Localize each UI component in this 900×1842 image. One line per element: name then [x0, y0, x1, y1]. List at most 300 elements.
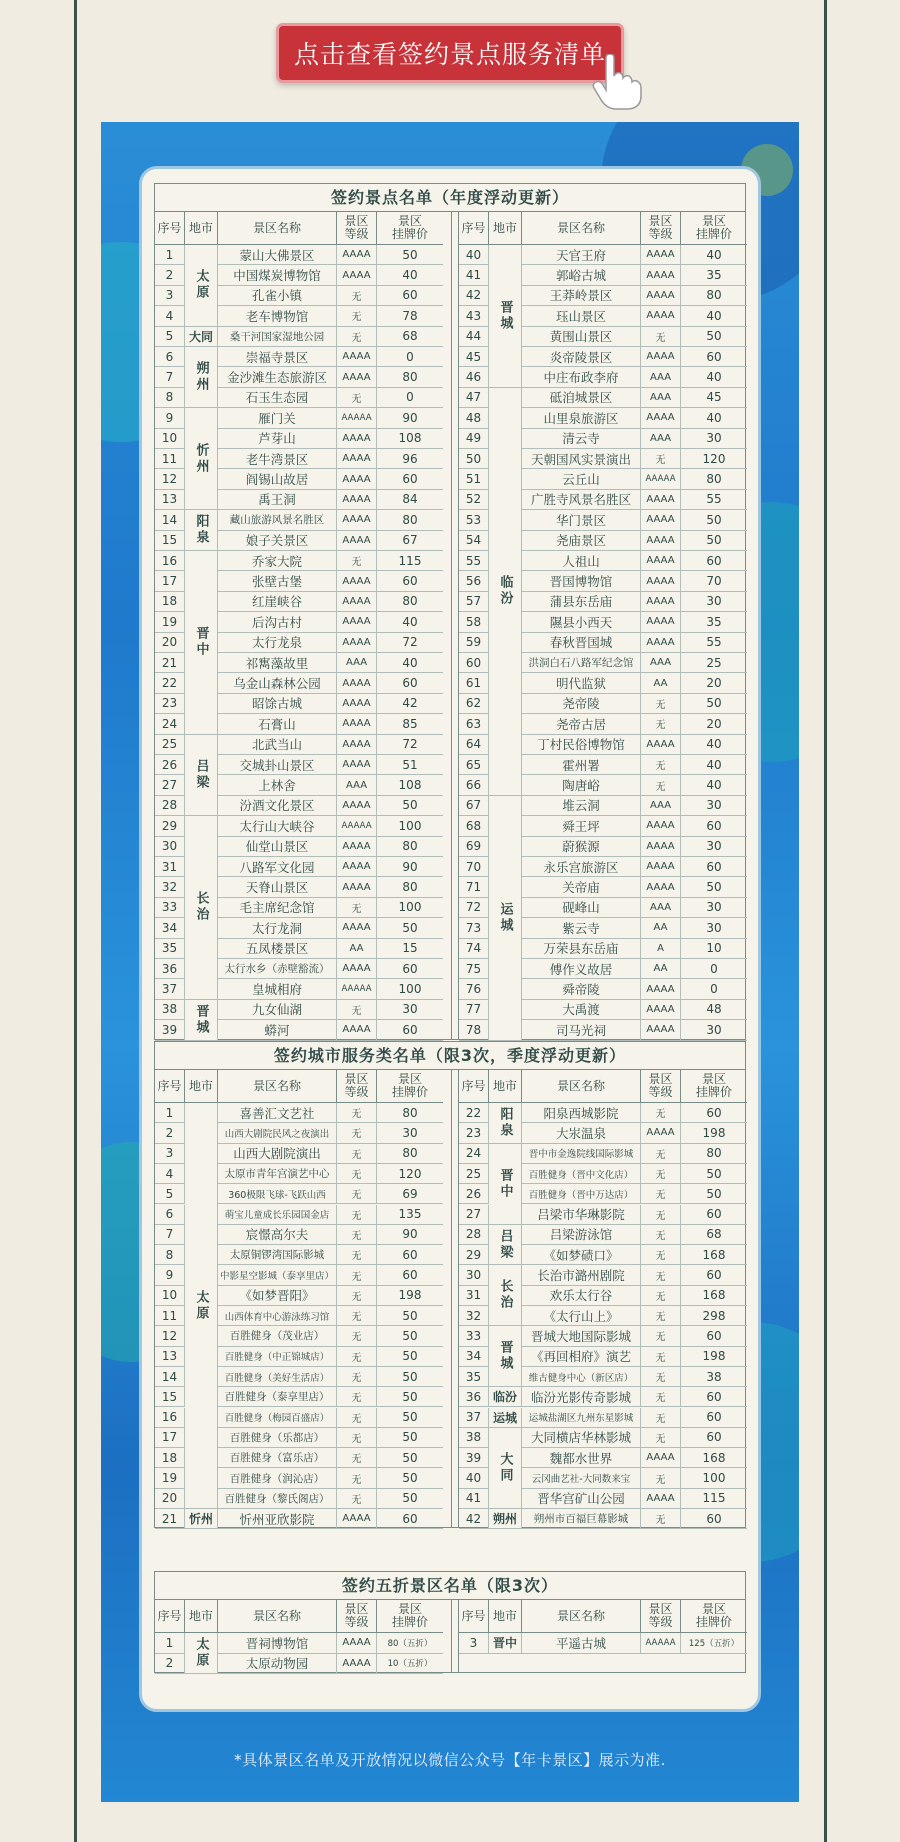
scenic-grade: 无: [337, 1448, 377, 1467]
table-rows: [459, 1633, 747, 1674]
list-price: 30: [706, 431, 722, 446]
scenic-name: 山西大剧院演出: [218, 1144, 337, 1163]
city-cell: 临汾: [489, 388, 522, 796]
scenic-grade: AAAA: [641, 1000, 681, 1019]
row-number: 18: [155, 1448, 185, 1467]
list-price: 40: [402, 614, 418, 629]
scenic-name: 砚峰山: [522, 898, 641, 917]
list-price: 68: [706, 1227, 722, 1242]
list-price: 50: [402, 1369, 418, 1384]
scenic-name: 人祖山: [522, 551, 641, 570]
list-price: 198: [702, 1349, 726, 1364]
city-cell: 阳泉: [489, 1103, 522, 1144]
list-price: 50: [706, 329, 722, 344]
table-half-left: [155, 1600, 443, 1674]
scenic-grade: 无: [641, 1286, 681, 1305]
list-price: 50: [402, 798, 418, 813]
scenic-name: 祁寯藻故里: [218, 653, 337, 672]
scenic-name: 蒙山大佛景区: [218, 245, 337, 264]
scenic-name: 山西大剧院民风之夜演出: [218, 1123, 337, 1142]
column-header: 景区 等级: [337, 1600, 377, 1632]
row-number: 28: [155, 796, 185, 815]
column-header: 景区 挂牌价: [695, 1602, 732, 1629]
scenic-grade: 无: [337, 1347, 377, 1366]
scenic-grade: AAAA: [337, 694, 377, 713]
row-number: 17: [155, 1428, 185, 1447]
row-number: 28: [459, 1225, 489, 1244]
list-price: 20: [706, 716, 722, 731]
list-price: 120: [702, 451, 726, 466]
scenic-grade: AAAA: [337, 531, 377, 550]
scenic-grade: 无: [337, 1103, 377, 1122]
column-header: 序号: [155, 212, 185, 244]
scenic-name: 黄围山景区: [522, 327, 641, 346]
scenic-grade: 无: [641, 327, 681, 346]
scenic-grade: AAA: [641, 653, 681, 672]
section-divider: [451, 212, 452, 1039]
column-header: 地市: [489, 212, 522, 244]
scenic-grade: AAAA: [337, 796, 377, 815]
scenic-name: 隰县小西天: [522, 612, 641, 631]
city-cell: 大同: [185, 327, 218, 347]
row-number: 59: [459, 633, 489, 652]
row-number: 38: [459, 1428, 489, 1447]
list-price: 90: [402, 410, 418, 425]
list-price: 72: [402, 635, 418, 650]
scenic-name: 八路军文化园: [218, 857, 337, 876]
row-number: 25: [155, 735, 185, 754]
scenic-name: 百胜健身（富乐店）: [218, 1448, 337, 1467]
list-price: 40: [706, 308, 722, 323]
row-number: 20: [155, 1489, 185, 1508]
row-number: 7: [155, 367, 185, 386]
list-price: 85: [402, 716, 418, 731]
city-cell: 晋城: [489, 1326, 522, 1387]
list-price: 50: [402, 1450, 418, 1465]
scenic-grade: AAAA: [641, 837, 681, 856]
row-number: 45: [459, 347, 489, 366]
row-number: 61: [459, 673, 489, 692]
list-price: 108: [398, 778, 422, 793]
row-number: 68: [459, 816, 489, 835]
row-number: 1: [155, 245, 185, 264]
row-number: 24: [155, 714, 185, 733]
list-price: 80: [402, 512, 418, 527]
scenic-grade: 无: [641, 1144, 681, 1163]
scenic-grade: AAAA: [337, 714, 377, 733]
scenic-grade: 无: [337, 1428, 377, 1447]
row-number: 67: [459, 796, 489, 815]
list-price: 30: [706, 920, 722, 935]
list-price: 48: [706, 1002, 722, 1017]
row-number: 32: [459, 1306, 489, 1325]
scenic-name: 晋城大地国际影城: [522, 1326, 641, 1345]
list-price: 42: [402, 696, 418, 711]
list-price: 51: [402, 757, 418, 772]
scenic-name: 天脊山景区: [218, 877, 337, 896]
list-price: 100: [398, 982, 422, 997]
list-price: 45: [706, 390, 722, 405]
row-number: 77: [459, 1000, 489, 1019]
scenic-grade: AAAAA: [641, 1633, 681, 1653]
scenic-name: 司马光祠: [522, 1020, 641, 1039]
scenic-name: 芦芽山: [218, 429, 337, 448]
scenic-grade: 无: [337, 1123, 377, 1142]
scenic-name: 太行龙泉: [218, 633, 337, 652]
scenic-name: 北武当山: [218, 735, 337, 754]
scenic-name: 太行山大峡谷: [218, 816, 337, 835]
scenic-grade: 无: [641, 1468, 681, 1487]
row-number: 20: [155, 633, 185, 652]
table-half-right: [459, 1600, 747, 1674]
row-number: 72: [459, 898, 489, 917]
scenic-name: 太原市青年宫演艺中心: [218, 1164, 337, 1183]
row-number: 78: [459, 1020, 489, 1039]
scenic-name: 太行龙洞: [218, 918, 337, 937]
column-header: 景区 挂牌价: [391, 214, 428, 241]
city-cell: 长治: [489, 1265, 522, 1326]
column-header: 地市: [489, 1070, 522, 1102]
row-number: 4: [155, 1164, 185, 1183]
row-number: 27: [459, 1205, 489, 1224]
city-cell: 晋城: [185, 1000, 218, 1041]
list-price: 298: [702, 1308, 726, 1323]
scenic-name: 霍州署: [522, 755, 641, 774]
city-cell: 晋中: [185, 551, 218, 735]
scenic-name: 藏山旅游风景名胜区: [218, 510, 337, 529]
column-header: 地市: [185, 212, 218, 244]
scenic-grade: AAAA: [337, 755, 377, 774]
list-price: 198: [702, 1125, 726, 1140]
list-price: 168: [702, 1247, 726, 1262]
scenic-name: 清云寺: [522, 429, 641, 448]
row-number: 12: [155, 469, 185, 488]
row-number: 44: [459, 327, 489, 346]
scenic-name: 运城盐湖区九州东星影城: [522, 1408, 641, 1427]
list-price: 20: [706, 676, 722, 691]
row-number: 47: [459, 388, 489, 407]
table-section: [154, 1571, 746, 1673]
list-price: 40: [706, 247, 722, 262]
scenic-grade: AAA: [641, 796, 681, 815]
row-number: 13: [155, 1347, 185, 1366]
scenic-name: 金沙滩生态旅游区: [218, 367, 337, 386]
row-number: 65: [459, 755, 489, 774]
scenic-name: 百胜健身（中正锦城店）: [218, 1347, 337, 1366]
row-number: 66: [459, 775, 489, 794]
row-number: 50: [459, 449, 489, 468]
row-number: 30: [459, 1265, 489, 1284]
scenic-name: 《如梦碛口》: [522, 1245, 641, 1264]
list-price: 60: [706, 1430, 722, 1445]
scenic-name: 《如梦晋阳》: [218, 1286, 337, 1305]
scenic-name: 皇城相府: [218, 979, 337, 998]
scenic-grade: 无: [641, 1205, 681, 1224]
scenic-name: 平遥古城: [522, 1633, 641, 1653]
column-header: 景区 等级: [641, 212, 681, 244]
row-number: 1: [155, 1633, 185, 1653]
list-price: 30: [706, 900, 722, 915]
list-price: 100: [398, 900, 422, 915]
scenic-grade: AAAA: [337, 592, 377, 611]
row-number: 31: [155, 857, 185, 876]
scenic-name: 中庄布政李府: [522, 367, 641, 386]
scenic-name: 吕梁游泳馆: [522, 1225, 641, 1244]
scenic-name: 尧帝陵: [522, 694, 641, 713]
row-number: 2: [155, 1654, 185, 1674]
view-service-list-button[interactable]: 点击查看签约景点服务清单: [276, 23, 624, 83]
scenic-name: 广胜寺风景名胜区: [522, 490, 641, 509]
scenic-name: 晋中市金逸院线国际影城: [522, 1144, 641, 1163]
scenic-grade: AAAA: [641, 490, 681, 509]
scenic-grade: 无: [337, 1408, 377, 1427]
scenic-grade: 无: [641, 1408, 681, 1427]
row-number: 49: [459, 429, 489, 448]
row-number: 15: [155, 531, 185, 550]
list-price: 80: [402, 370, 418, 385]
row-number: 60: [459, 653, 489, 672]
list-price: 135: [398, 1207, 422, 1222]
scenic-grade: AAAA: [641, 245, 681, 264]
scenic-grade: AAAAA: [641, 469, 681, 488]
list-price: 50: [402, 1308, 418, 1323]
list-price: 40: [706, 757, 722, 772]
scenic-grade: 无: [337, 1387, 377, 1406]
row-number: 55: [459, 551, 489, 570]
row-number: 29: [459, 1245, 489, 1264]
list-price: 80: [402, 839, 418, 854]
list-price: 30: [706, 839, 722, 854]
scenic-name: 仙堂山景区: [218, 837, 337, 856]
row-number: 9: [155, 408, 185, 427]
scenic-name: 乔家大院: [218, 551, 337, 570]
table-rows: [155, 1103, 443, 1529]
scenic-grade: 无: [641, 1387, 681, 1406]
list-price: 50: [706, 1186, 722, 1201]
list-price: 60: [402, 288, 418, 303]
row-number: 1: [155, 1103, 185, 1122]
row-number: 4: [155, 306, 185, 325]
row-number: 75: [459, 959, 489, 978]
row-number: 56: [459, 571, 489, 590]
table-section: [154, 1041, 746, 1528]
column-header: 景区名称: [218, 1600, 337, 1632]
city-cell: 运城: [489, 796, 522, 1041]
scenic-name: 尧帝古居: [522, 714, 641, 733]
scenic-name: 百胜健身（茂业店）: [218, 1326, 337, 1345]
list-price: 40: [402, 655, 418, 670]
list-price: 10: [706, 941, 722, 956]
row-number: 2: [155, 1123, 185, 1142]
left-border-line: [74, 0, 77, 1842]
scenic-name: 乌金山森林公园: [218, 673, 337, 692]
table-rows: [459, 245, 747, 1041]
column-header: 景区名称: [522, 1070, 641, 1102]
scenic-name: 长治市潞州剧院: [522, 1265, 641, 1284]
row-number: 19: [155, 1468, 185, 1487]
row-number: 11: [155, 1306, 185, 1325]
scenic-grade: AAAA: [641, 510, 681, 529]
column-header: 景区 挂牌价: [391, 1072, 428, 1099]
scenic-grade: AAAA: [641, 735, 681, 754]
list-price: 100: [702, 1471, 726, 1486]
scenic-grade: AAAA: [337, 735, 377, 754]
scenic-name: 山西体育中心游泳练习馆: [218, 1306, 337, 1325]
scenic-grade: AAAAA: [337, 408, 377, 427]
list-price: 50: [706, 512, 722, 527]
column-header: 景区名称: [218, 212, 337, 244]
table-half-right: [459, 1070, 747, 1529]
scenic-name: 孔雀小镇: [218, 286, 337, 305]
list-price: 69: [402, 1186, 418, 1201]
scenic-grade: AAA: [641, 367, 681, 386]
scenic-grade: AAAA: [641, 347, 681, 366]
scenic-grade: AAAA: [641, 408, 681, 427]
row-number: 33: [459, 1326, 489, 1345]
scenic-grade: AAAA: [641, 816, 681, 835]
scenic-grade: AA: [337, 939, 377, 958]
scenic-grade: 无: [641, 1347, 681, 1366]
list-price: 67: [402, 533, 418, 548]
list-price: 100: [398, 818, 422, 833]
scenic-grade: AAAA: [641, 286, 681, 305]
row-number: 8: [155, 1245, 185, 1264]
row-number: 62: [459, 694, 489, 713]
list-price: 30: [402, 1002, 418, 1017]
scenic-name: 禹王洞: [218, 490, 337, 509]
list-price: 50: [402, 1389, 418, 1404]
list-price: 90: [402, 859, 418, 874]
scenic-grade: 无: [641, 694, 681, 713]
scenic-grade: 无: [641, 449, 681, 468]
column-header-row: [459, 1070, 747, 1103]
scenic-name: 中影星空影城（泰享里店）: [218, 1265, 337, 1284]
scenic-name: 太行水乡（赤壁豁流）: [218, 959, 337, 978]
section-divider: [458, 212, 459, 1039]
row-number: 24: [459, 1144, 489, 1163]
scenic-grade: 无: [641, 1164, 681, 1183]
scenic-name: 堆云洞: [522, 796, 641, 815]
scenic-grade: AAAA: [337, 469, 377, 488]
scenic-grade: AAAA: [337, 633, 377, 652]
scenic-name: 关帝庙: [522, 877, 641, 896]
city-cell: 阳泉: [185, 510, 218, 551]
scenic-grade: AAAA: [337, 918, 377, 937]
row-number: 31: [459, 1286, 489, 1305]
city-cell: 忻州: [185, 1509, 218, 1529]
row-number: 15: [155, 1387, 185, 1406]
scenic-name: 石膏山: [218, 714, 337, 733]
list-price: 50: [706, 880, 722, 895]
scenic-grade: 无: [337, 1306, 377, 1325]
table-rows: [155, 245, 443, 1041]
scenic-name: 娘子关景区: [218, 531, 337, 550]
scenic-grade: AAAA: [337, 837, 377, 856]
scenic-grade: AAAA: [641, 571, 681, 590]
list-price: 60: [402, 1268, 418, 1283]
scenic-grade: AA: [641, 959, 681, 978]
scenic-name: 晋祠博物馆: [218, 1633, 337, 1653]
scenic-name: 丁村民俗博物馆: [522, 735, 641, 754]
table-half-left: [155, 1070, 443, 1529]
scenic-grade: AAAA: [641, 633, 681, 652]
list-price: 120: [398, 1166, 422, 1181]
scenic-grade: AAAA: [337, 1654, 377, 1674]
list-price: 68: [402, 329, 418, 344]
scenic-grade: 无: [337, 327, 377, 346]
list-price: 60: [402, 961, 418, 976]
column-header: 景区 挂牌价: [695, 214, 732, 241]
city-cell: 忻州: [185, 408, 218, 510]
scenic-grade: AAA: [337, 653, 377, 672]
list-price: 84: [402, 492, 418, 507]
scenic-grade: 无: [641, 1184, 681, 1203]
scenic-grade: 无: [641, 714, 681, 733]
scenic-grade: 无: [337, 1286, 377, 1305]
scenic-name: 永乐宫旅游区: [522, 857, 641, 876]
scenic-grade: AAAA: [641, 612, 681, 631]
list-price: 0: [406, 349, 414, 364]
list-price: 60: [706, 1389, 722, 1404]
row-number: 8: [155, 388, 185, 407]
scenic-name: 百胜健身（润沁店）: [218, 1468, 337, 1487]
row-number: 14: [155, 1367, 185, 1386]
row-number: 48: [459, 408, 489, 427]
scenic-name: 石玉生态园: [218, 388, 337, 407]
scenic-grade: 无: [337, 1468, 377, 1487]
list-price: 60: [402, 472, 418, 487]
row-number: 25: [459, 1164, 489, 1183]
scenic-grade: 无: [641, 775, 681, 794]
column-header: 景区名称: [522, 1600, 641, 1632]
scenic-grade: AAAA: [337, 1633, 377, 1653]
row-number: 73: [459, 918, 489, 937]
scenic-name: 忻州亚欣影院: [218, 1509, 337, 1528]
scenic-grade: 无: [337, 1265, 377, 1284]
table-rows: [155, 1633, 443, 1674]
scenic-name: 大禹渡: [522, 1000, 641, 1019]
row-number: 69: [459, 837, 489, 856]
scenic-grade: 无: [337, 898, 377, 917]
list-price: 60: [706, 1207, 722, 1222]
list-price: 60: [402, 1247, 418, 1262]
scenic-name: 天朝国风实景演出: [522, 449, 641, 468]
column-header-row: [155, 212, 443, 245]
scenic-grade: AAAA: [641, 877, 681, 896]
scenic-name: 《太行山上》: [522, 1306, 641, 1325]
list-price: 60: [402, 1022, 418, 1037]
scenic-grade: AAAA: [641, 1020, 681, 1039]
scenic-name: 春秋晋国城: [522, 633, 641, 652]
scenic-name: 山里泉旅游区: [522, 408, 641, 427]
row-number: 19: [155, 612, 185, 631]
list-price: 72: [402, 737, 418, 752]
list-price: 80: [402, 1146, 418, 1161]
scenic-grade: AAAA: [337, 449, 377, 468]
city-cell: 吕梁: [489, 1225, 522, 1266]
row-number: 5: [155, 1184, 185, 1203]
row-number: 10: [155, 1286, 185, 1305]
row-number: 22: [155, 673, 185, 692]
scenic-name: 老牛湾景区: [218, 449, 337, 468]
scenic-grade: AAAA: [337, 612, 377, 631]
scenic-name: 魏都水世界: [522, 1448, 641, 1467]
scenic-name: 百胜健身（美好生活店）: [218, 1367, 337, 1386]
row-number: 37: [155, 979, 185, 998]
row-number: 58: [459, 612, 489, 631]
scenic-grade: 无: [337, 1205, 377, 1224]
column-header-row: [155, 1070, 443, 1103]
